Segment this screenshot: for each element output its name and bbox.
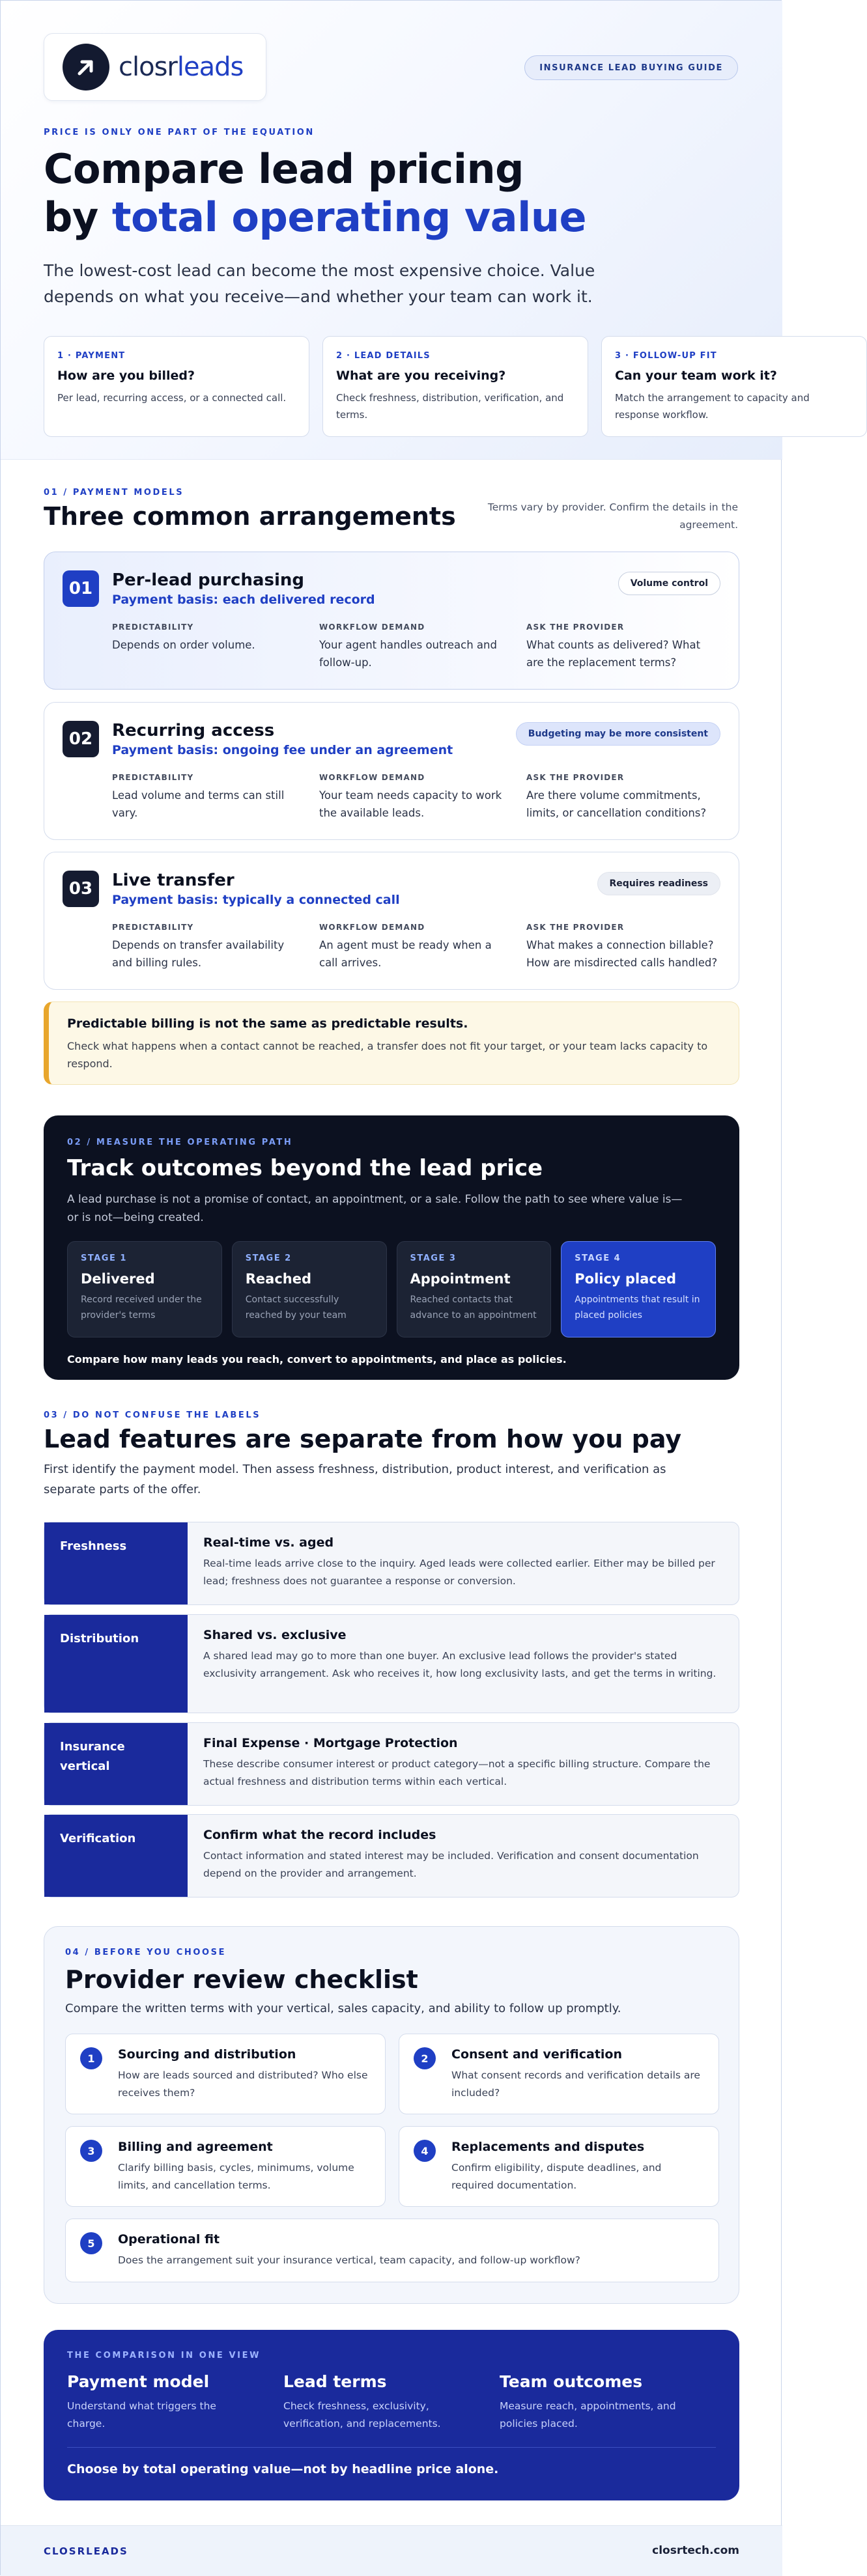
model-card-per-lead bbox=[44, 552, 739, 690]
summary-columns bbox=[67, 2372, 716, 2433]
stage-card-delivered bbox=[67, 1241, 222, 1337]
col-label: WORKFLOW DEMAND bbox=[319, 623, 425, 632]
stage-desc: Contact successfully reached by your team bbox=[245, 1295, 347, 1321]
model-basis: Payment basis: each delivered record bbox=[112, 593, 375, 607]
feature-row-distribution bbox=[44, 1614, 739, 1713]
model-number: 02 bbox=[63, 721, 99, 757]
stage-number: STAGE 2 bbox=[245, 1253, 292, 1263]
model-tag: Budgeting may be more consistent bbox=[516, 722, 720, 746]
question-title: What are you receiving? bbox=[336, 369, 506, 383]
stage-card-reached bbox=[232, 1241, 387, 1337]
model-tag: Requires readiness bbox=[597, 872, 720, 895]
hero-eyebrow: PRICE IS ONLY ONE PART OF THE EQUATION bbox=[44, 128, 315, 137]
workflow-text: An agent must be ready when a call arrives. bbox=[319, 939, 492, 969]
section-subtitle: First identify the payment model. Then assess freshness, distribution, product interest, and verification as separate parts of the offer. bbox=[44, 1463, 666, 1496]
section-eyebrow-checklist: 04 / BEFORE YOU CHOOSE bbox=[65, 1948, 227, 1957]
checklist-number: 1 bbox=[80, 2047, 102, 2069]
model-basis: Payment basis: typically a connected call bbox=[112, 893, 400, 907]
checklist-item-operational-fit bbox=[65, 2219, 719, 2282]
feature-title: Final Expense · Mortgage Protection bbox=[203, 1736, 458, 1750]
col-label: PREDICTABILITY bbox=[112, 623, 194, 632]
summary-col-team-outcomes bbox=[500, 2372, 716, 2433]
stage-desc: Appointments that result in placed policies bbox=[575, 1295, 700, 1321]
hero-subtitle: The lowest-cost lead can become the most expensive choice. Value depends on what you receive—and whether your team can work it. bbox=[44, 261, 595, 306]
model-name: Per-lead purchasing bbox=[112, 570, 304, 590]
question-step: 2 · LEAD DETAILS bbox=[336, 351, 431, 361]
model-columns bbox=[112, 923, 733, 972]
col-label: PREDICTABILITY bbox=[112, 923, 194, 932]
feature-title: Shared vs. exclusive bbox=[203, 1628, 347, 1642]
stage-title: Delivered bbox=[81, 1271, 155, 1287]
summary-eyebrow: THE COMPARISON IN ONE VIEW bbox=[67, 2351, 261, 2360]
divider bbox=[67, 2447, 716, 2448]
col-label: PREDICTABILITY bbox=[112, 773, 194, 782]
title-line-2: by total operating value bbox=[44, 193, 587, 241]
checklist-text: How are leads sourced and distributed? Who else receives them? bbox=[118, 2069, 368, 2099]
logo-wordmark: closrleads bbox=[119, 52, 244, 82]
feature-label: Distribution bbox=[44, 1615, 188, 1713]
question-title: Can your team work it? bbox=[615, 369, 777, 383]
stage-title: Policy placed bbox=[575, 1271, 677, 1287]
section-title-features: Lead features are separate from how you pay bbox=[44, 1425, 682, 1453]
question-card-follow-up bbox=[601, 336, 867, 437]
checklist-title: Consent and verification bbox=[451, 2047, 623, 2062]
checklist-text: Does the arrangement suit your insurance vertical, team capacity, and follow-up workflow? bbox=[118, 2254, 580, 2266]
logo[interactable] bbox=[44, 33, 266, 101]
ask-text: What counts as delivered? What are the replacement terms? bbox=[526, 639, 701, 669]
feature-text: A shared lead may go to more than one buyer. An exclusive lead follows the provider's stated exclusivity arrangement. Ask who receives it, how long exclusivity lasts, and get the terms in writing. bbox=[203, 1650, 717, 1679]
summary-text: Understand what triggers the charge. bbox=[67, 2400, 216, 2429]
stage-list bbox=[67, 1241, 716, 1337]
checklist-text: What consent records and verification details are included? bbox=[451, 2069, 700, 2099]
title-accent: total operating value bbox=[111, 193, 587, 241]
question-step: 1 · PAYMENT bbox=[57, 351, 126, 361]
feature-row-verification bbox=[44, 1814, 739, 1897]
model-basis: Payment basis: ongoing fee under an agreement bbox=[112, 743, 453, 757]
section-title-payment-models: Three common arrangements bbox=[44, 502, 456, 531]
predictability-text: Depends on transfer availability and billing rules. bbox=[112, 939, 285, 969]
feature-row-vertical bbox=[44, 1722, 739, 1806]
checklist-item-billing bbox=[65, 2126, 386, 2207]
stage-number: STAGE 3 bbox=[410, 1253, 457, 1263]
checklist-number: 5 bbox=[80, 2232, 102, 2254]
section-eyebrow-features: 03 / DO NOT CONFUSE THE LABELS bbox=[44, 1410, 261, 1420]
stage-card-appointment bbox=[397, 1241, 552, 1337]
summary-footer: Choose by total operating value—not by headline price alone. bbox=[67, 2462, 499, 2476]
summary-col-payment-model bbox=[67, 2372, 283, 2433]
question-title: How are you billed? bbox=[57, 369, 195, 383]
col-label: ASK THE PROVIDER bbox=[526, 623, 625, 632]
question-card-payment bbox=[44, 336, 309, 437]
predictability-text: Depends on order volume. bbox=[112, 639, 255, 651]
feature-label: Verification bbox=[44, 1815, 188, 1897]
footer-link[interactable]: closrtech.com bbox=[652, 2544, 739, 2557]
summary-col-lead-terms bbox=[283, 2372, 500, 2433]
arrow-up-right-icon bbox=[63, 44, 109, 91]
checklist-item-sourcing bbox=[65, 2034, 386, 2114]
stage-number: STAGE 1 bbox=[81, 1253, 127, 1263]
checklist-item-consent bbox=[399, 2034, 719, 2114]
stage-card-policy-placed bbox=[561, 1241, 716, 1337]
summary-title: Payment model bbox=[67, 2372, 210, 2391]
model-name: Live transfer bbox=[112, 871, 235, 890]
checklist-number: 2 bbox=[414, 2047, 436, 2069]
title-line-1: Compare lead pricing bbox=[44, 145, 524, 193]
model-columns bbox=[112, 773, 733, 822]
checklist-text: Clarify billing basis, cycles, minimums, volume limits, and cancellation terms. bbox=[118, 2162, 354, 2191]
checklist-title: Operational fit bbox=[118, 2232, 220, 2247]
checklist-title: Billing and agreement bbox=[118, 2140, 273, 2154]
operating-path-panel bbox=[44, 1115, 739, 1380]
section-note: Terms vary by provider. Confirm the details in the agreement. bbox=[487, 501, 738, 531]
feature-text: Contact information and stated interest may be included. Verification and consent documentation depend on the provider and arrangement. bbox=[203, 1850, 699, 1879]
summary-title: Lead terms bbox=[283, 2372, 387, 2391]
question-card-lead-details bbox=[322, 336, 588, 437]
billing-callout bbox=[44, 1001, 739, 1085]
feature-title: Confirm what the record includes bbox=[203, 1828, 436, 1842]
guide-badge: INSURANCE LEAD BUYING GUIDE bbox=[524, 55, 738, 80]
feature-label: Freshness bbox=[44, 1522, 188, 1604]
stage-number: STAGE 4 bbox=[575, 1253, 621, 1263]
col-label: WORKFLOW DEMAND bbox=[319, 923, 425, 932]
col-label: ASK THE PROVIDER bbox=[526, 773, 625, 782]
feature-text: Real-time leads arrive close to the inquiry. Aged leads were collected earlier. Either may be billed per lead; freshness does not guarantee a response or conversion. bbox=[203, 1558, 715, 1587]
summary-panel bbox=[44, 2330, 739, 2500]
ask-text: What makes a connection billable? How are misdirected calls handled? bbox=[526, 939, 718, 969]
feature-text: These describe consumer interest or product category—not a specific billing structure. Compare the actual freshness and distribution terms within each vertical. bbox=[203, 1758, 711, 1787]
operating-path-footer: Compare how many leads you reach, convert to appointments, and place as policies. bbox=[67, 1353, 567, 1365]
question-step: 3 · FOLLOW-UP FIT bbox=[615, 351, 717, 361]
checklist-text: Confirm eligibility, dispute deadlines, and required documentation. bbox=[451, 2162, 662, 2191]
stage-desc: Record received under the provider's terms bbox=[81, 1295, 202, 1321]
question-desc: Per lead, recurring access, or a connected call. bbox=[57, 392, 287, 404]
stage-desc: Reached contacts that advance to an appointment bbox=[410, 1295, 537, 1321]
col-label: WORKFLOW DEMAND bbox=[319, 773, 425, 782]
stage-title: Reached bbox=[245, 1271, 312, 1287]
predictability-text: Lead volume and terms can still vary. bbox=[112, 789, 285, 819]
stage-title: Appointment bbox=[410, 1271, 511, 1287]
section-subtitle: Compare the written terms with your vertical, sales capacity, and ability to follow up promptly. bbox=[65, 2002, 621, 2015]
summary-text: Measure reach, appointments, and policies placed. bbox=[500, 2400, 676, 2429]
summary-title: Team outcomes bbox=[500, 2372, 643, 2391]
section-subtitle: A lead purchase is not a promise of contact, an appointment, or a sale. Follow the path to see where value is—or is not—being created. bbox=[67, 1193, 683, 1224]
checklist-number: 3 bbox=[80, 2140, 102, 2162]
question-cards bbox=[44, 336, 867, 437]
checklist-panel bbox=[44, 1926, 739, 2304]
checklist-number: 4 bbox=[414, 2140, 436, 2162]
summary-text: Check freshness, exclusivity, verification, and replacements. bbox=[283, 2400, 441, 2429]
checklist-item-replacements bbox=[399, 2126, 719, 2207]
page-title bbox=[44, 145, 586, 242]
section-eyebrow-payment-models: 01 / PAYMENT MODELS bbox=[44, 488, 184, 497]
section-eyebrow-operating-path: 02 / MEASURE THE OPERATING PATH bbox=[67, 1138, 293, 1147]
model-name: Recurring access bbox=[112, 721, 275, 740]
footer-brand: CLOSRLEADS bbox=[44, 2545, 128, 2557]
feature-label: Insurance vertical bbox=[44, 1723, 188, 1805]
model-card-live-transfer bbox=[44, 852, 739, 990]
model-number: 01 bbox=[63, 570, 99, 607]
feature-title: Real-time vs. aged bbox=[203, 1535, 334, 1550]
workflow-text: Your team needs capacity to work the available leads. bbox=[319, 789, 502, 819]
feature-row-freshness bbox=[44, 1522, 739, 1605]
checklist-title: Sourcing and distribution bbox=[118, 2047, 296, 2062]
section-title-operating-path: Track outcomes beyond the lead price bbox=[67, 1155, 543, 1181]
ask-text: Are there volume commitments, limits, or cancellation conditions? bbox=[526, 789, 707, 819]
question-desc: Match the arrangement to capacity and response workflow. bbox=[615, 392, 810, 421]
workflow-text: Your agent handles outreach and follow-up. bbox=[319, 639, 497, 669]
model-number: 03 bbox=[63, 871, 99, 907]
section-title-checklist: Provider review checklist bbox=[65, 1965, 418, 1994]
col-label: ASK THE PROVIDER bbox=[526, 923, 625, 932]
model-card-recurring bbox=[44, 702, 739, 840]
question-desc: Check freshness, distribution, verification, and terms. bbox=[336, 392, 564, 421]
callout-title: Predictable billing is not the same as predictable results. bbox=[67, 1016, 468, 1031]
callout-text: Check what happens when a contact cannot be reached, a transfer does not fit your target, or your team lacks capacity to respond. bbox=[67, 1040, 708, 1070]
model-columns bbox=[112, 623, 733, 671]
model-tag: Volume control bbox=[618, 572, 720, 595]
page-footer bbox=[1, 2525, 782, 2576]
checklist-title: Replacements and disputes bbox=[451, 2140, 645, 2154]
